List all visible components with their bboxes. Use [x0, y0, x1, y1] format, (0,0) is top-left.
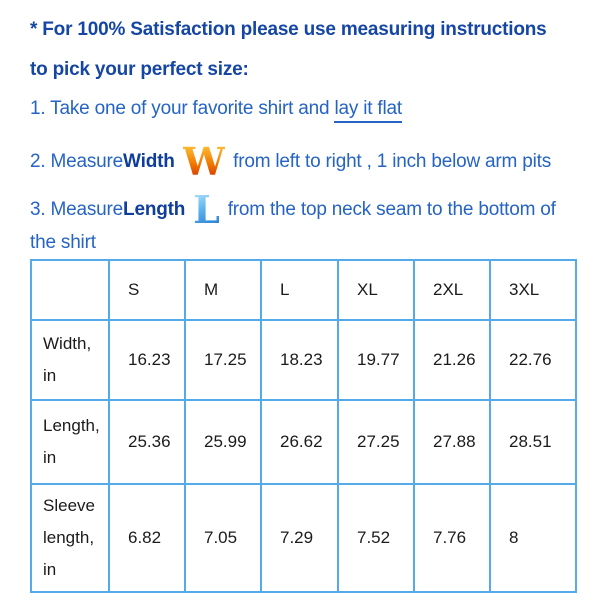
step-2-suffix: from left to right , 1 inch below arm pits — [233, 151, 552, 172]
step-3-prefix: 3. Measure — [30, 199, 124, 220]
step-1-text: 1. Take one of your favorite shirt and — [30, 98, 335, 119]
size-table — [30, 259, 577, 593]
size-table-header-row — [31, 260, 576, 320]
column-header-l: L — [261, 260, 338, 320]
column-header-xl: XL — [338, 260, 414, 320]
length-value-xl: 27.25 — [338, 400, 414, 484]
length-value-l: 26.62 — [261, 400, 338, 484]
corner-cell — [31, 260, 109, 320]
heading-line-1: * For 100% Satisfaction please use measuring instructions — [30, 19, 547, 40]
length-value-s: 25.36 — [109, 400, 185, 484]
step-3-measure-length — [30, 187, 580, 232]
length-letter-icon: L — [193, 187, 220, 232]
width-value-xl: 19.77 — [338, 320, 414, 400]
step-3-suffix: from the top neck seam to the bottom of — [227, 199, 556, 220]
column-header-m: M — [185, 260, 261, 320]
satisfaction-heading — [30, 10, 580, 90]
table-row-length — [31, 400, 576, 484]
sleeve-value-xl: 7.52 — [338, 484, 414, 592]
width-value-s: 16.23 — [109, 320, 185, 400]
sleeve-value-m: 7.05 — [185, 484, 261, 592]
table-row-sleeve-length — [31, 484, 576, 592]
step-3-continuation: the shirt — [30, 232, 96, 253]
step-1-lay-flat — [30, 95, 580, 122]
column-header-3xl: 3XL — [490, 260, 576, 320]
column-header-s: S — [109, 260, 185, 320]
sleeve-value-2xl: 7.76 — [414, 484, 490, 592]
column-header-2xl: 2XL — [414, 260, 490, 320]
width-value-m: 17.25 — [185, 320, 261, 400]
row-label-length: Length, in — [31, 400, 109, 484]
length-word: Length — [123, 199, 186, 220]
width-letter-icon: W — [182, 139, 226, 184]
row-label-width: Width, in — [31, 320, 109, 400]
length-value-3xl: 28.51 — [490, 400, 576, 484]
length-value-2xl: 27.88 — [414, 400, 490, 484]
width-value-3xl: 22.76 — [490, 320, 576, 400]
lay-it-flat-underlined: lay it flat — [334, 98, 402, 123]
width-value-2xl: 21.26 — [414, 320, 490, 400]
sleeve-value-3xl: 8 — [490, 484, 576, 592]
width-word: Width — [123, 151, 175, 172]
table-row-width — [31, 320, 576, 400]
sleeve-value-l: 7.29 — [261, 484, 338, 592]
sleeve-value-s: 6.82 — [109, 484, 185, 592]
step-2-prefix: 2. Measure — [30, 151, 124, 172]
length-value-m: 25.99 — [185, 400, 261, 484]
heading-line-2: to pick your perfect size: — [30, 59, 249, 80]
width-value-l: 18.23 — [261, 320, 338, 400]
row-label-sleeve-length: Sleeve length, in — [31, 484, 109, 592]
step-2-measure-width — [30, 139, 580, 184]
